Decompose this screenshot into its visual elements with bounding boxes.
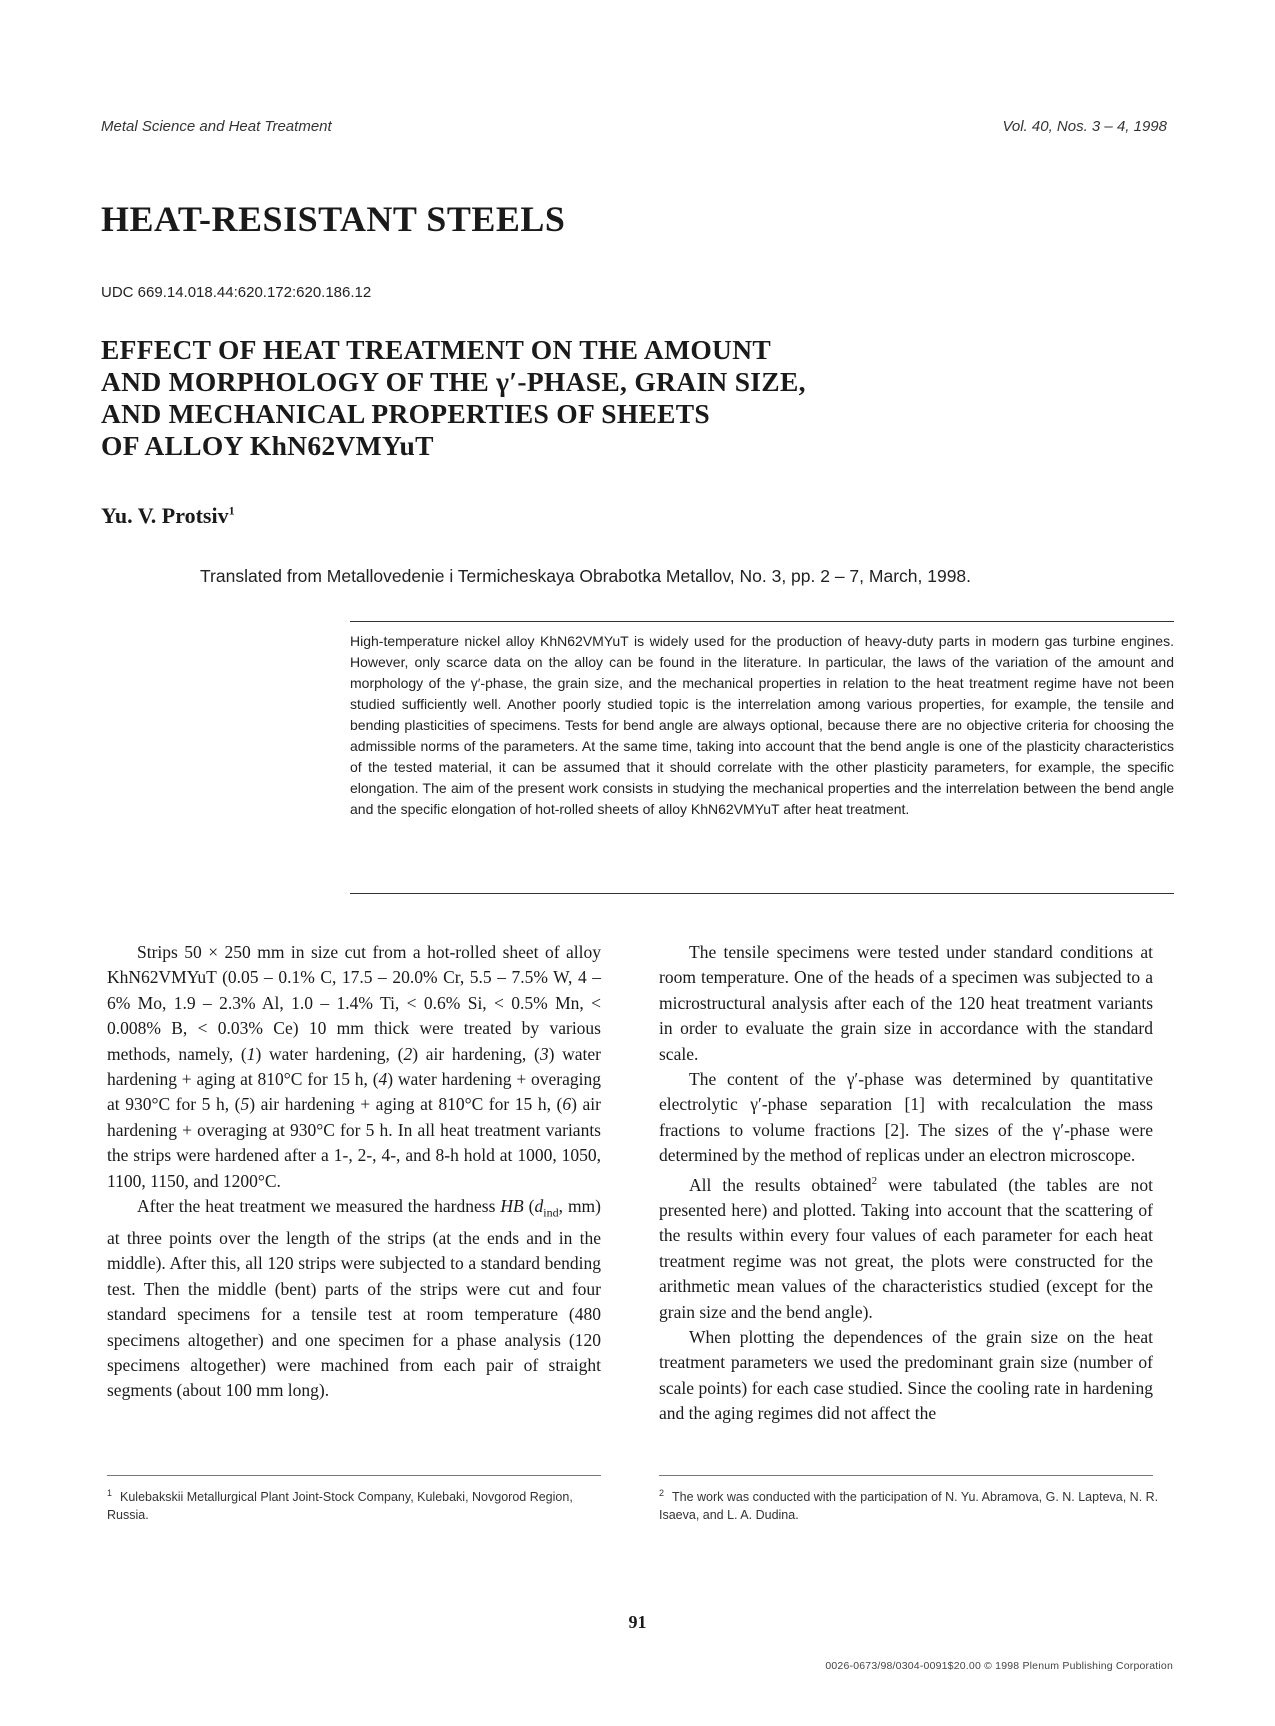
footnote-text: Kulebakskii Metallurgical Plant Joint-Stock Company, Kulebaki, Novgorod Region, Russia. [107,1490,573,1523]
footnote-mark: 2 [659,1488,665,1498]
title-line: OF ALLOY KhN62VMYuT [101,430,434,461]
page-number: 91 [628,1612,647,1632]
article-title [101,334,1001,462]
abstract: High-temperature nickel alloy KhN62VMYuT is widely used for the production of heavy-duty parts in modern gas turbine engines. However, only scarce data on the alloy can be found in the literature. In particular, the laws of the variation of the amount and morphology of the γ′-phase, the grain size, and the mechanical properties in relation to the heat treatment regime have not been studied sufficiently well. Another poorly studied topic is the interrelation among various properties, for example, the tensile and bending plasticities of specimens. Tests for bend angle are always optional, because there are no objective criteria for choosing the admissible norms of the parameters. At the same time, taking into account that the bend angle is one of the plasticity characteristics of the tested material, it can be assumed that it should correlate with the other plasticity parameters, for example, the specific elongation. The aim of the present work consists in studying the mechanical properties and the interrelation between the bend angle and the specific elongation of hot-rolled sheets of alloy KhN62VMYuT after heat treatment. [350,633,1174,817]
footnote [659,1484,1159,1524]
title-line: AND MECHANICAL PROPERTIES OF SHEETS [101,398,711,429]
volume-info: Vol. 40, Nos. 3 – 4, 1998 [1002,118,1167,135]
body-paragraph: When plotting the dependences of the grain size on the heat treatment parameters we used the predominant grain size (number of scale points) for each case studied. Since the cooling rate in hardening and the aging regimes did not affect the [659,1326,1153,1424]
udc-code: UDC 669.14.018.44:620.172:620.186.12 [101,284,372,301]
body-paragraph: Strips 50 × 250 mm in size cut from a hot-rolled sheet of alloy KhN62VMYuT (0.05 – 0.1% C, 17.5 – 20.0% Cr, 5.5 – 7.5% W, 4 – 6% Mo, 1.9 – 2.3% Al, 1.0 – 1.4% Ti, < 0.6% Si, < 0.5% Mn, < 0.008% B, < 0.03% Ce) 10 mm thick were treated by various methods, namely, (1) water hardening, (2) air hardening, (3) water hardening + aging at 810°C for 15 h, (4) water hardening + overaging at 930°C for 5 h, (5) air hardening + aging at 810°C for 15 h, (6) air hardening + overaging at 930°C for 5 h. In all heat treatment variants the strips were hardened after a 1-, 2-, 4-, and 8-h hold at 1000, 1050, 1100, 1150, and 1200°C. [107,942,601,1191]
translation-note: Translated from Metallovedenie i Termicheskaya Obrabotka Metallov, No. 3, pp. 2 – 7, March, 1998. [200,566,972,586]
abstract-top-rule [350,621,1174,622]
body-paragraph: The content of the γ′-phase was determined by quantitative electrolytic γ′-phase separation [1] with recalculation the mass fractions to volume fractions [2]. The sizes of the γ′-phase were determined by the method of replicas under an electron microscope. [659,1069,1153,1166]
footnote-text: The work was conducted with the participation of N. Yu. Abramova, G. N. Lapteva, N. R. Isaeva, and L. A. Dudina. [659,1490,1159,1523]
section-title: HEAT-RESISTANT STEELS [101,199,566,239]
body-right-column [659,940,1153,1427]
author [101,503,235,529]
footnote-rule-right [659,1475,1153,1476]
body-paragraph: All the results obtained$^2$ were tabulated (the tables are not presented here) and plotted. Taking into account that the scattering of the results within every four values of each parameter for each heat treatment regime was not great, the plots were constructed for the arithmetic mean values of the characteristics studied (except for the grain size and the bend angle). [659,1174,1153,1322]
body-left-column [107,940,601,1404]
author-name: Yu. V. Protsiv [101,503,229,528]
footnote-rule-left [107,1475,601,1476]
footnote [107,1484,607,1524]
body-paragraph: After the heat treatment we measured the hardness HB ($d_{ind}$, mm) at three points over the length of the strips (at the ends and in the middle). After this, all 120 strips were subjected to a standard bending test. Then the middle (bent) parts of the strips were cut and four standard specimens for a tensile test at room temperature (480 specimens altogether) and one specimen for a phase analysis (120 specimens altogether) were machined from each pair of straight segments (about 100 mm long). [107,1196,601,1401]
author-footnote-mark: 1 [228,503,235,518]
footnote-mark: 1 [107,1488,113,1498]
abstract-bottom-rule [350,893,1174,894]
journal-name: Metal Science and Heat Treatment [101,118,332,135]
title-line: EFFECT OF HEAT TREATMENT ON THE AMOUNT [101,334,771,365]
body-paragraph: The tensile specimens were tested under standard conditions at room temperature. One of the heads of a specimen was subjected to a microstructural analysis after each of the 120 heat treatment variants in order to evaluate the grain size in accordance with the standard scale. [659,942,1153,1064]
copyright-line: 0026-0673/98/0304-0091$20.00 © 1998 Plenum Publishing Corporation [825,1660,1173,1672]
title-line: AND MORPHOLOGY OF THE γ′-PHASE, GRAIN SIZE, [101,366,806,397]
